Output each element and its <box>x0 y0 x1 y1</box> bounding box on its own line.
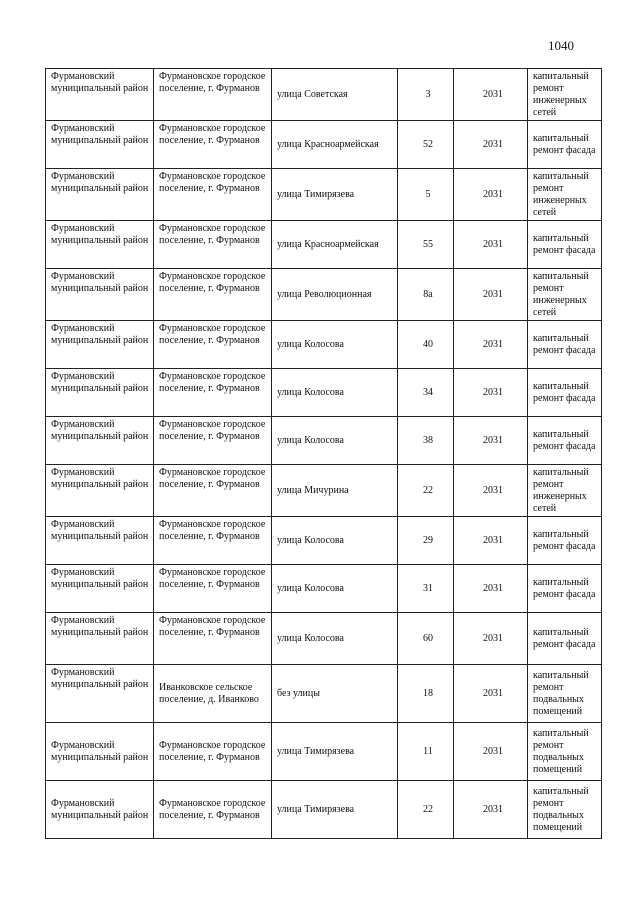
repair-year-cell: 2031 <box>454 465 528 517</box>
repair-year-cell: 2031 <box>454 169 528 221</box>
district-cell: Фурмановский муниципальный район <box>46 665 154 723</box>
settlement-cell: Фурмановское городское поселение, г. Фурманов <box>154 517 272 565</box>
settlement-cell: Фурмановское городское поселение, г. Фурманов <box>154 723 272 781</box>
street-cell: без улицы <box>272 665 398 723</box>
table-row <box>46 169 602 221</box>
district-cell: Фурмановский муниципальный район <box>46 517 154 565</box>
settlement-cell: Фурмановское городское поселение, г. Фурманов <box>154 221 272 269</box>
street-cell: улица Красноармейская <box>272 221 398 269</box>
district-cell: Фурмановский муниципальный район <box>46 221 154 269</box>
table-row <box>46 369 602 417</box>
work-type-cell: капитальный ремонт инженерных сетей <box>528 465 602 517</box>
repair-year-cell: 2031 <box>454 121 528 169</box>
settlement-cell: Фурмановское городское поселение, г. Фурманов <box>154 613 272 665</box>
house-number-cell: 22 <box>398 465 454 517</box>
district-cell: Фурмановский муниципальный район <box>46 781 154 839</box>
street-cell: улица Мичурина <box>272 465 398 517</box>
repair-year-cell: 2031 <box>454 69 528 121</box>
work-type-cell: капитальный ремонт фасада <box>528 369 602 417</box>
street-cell: улица Колосова <box>272 517 398 565</box>
house-number-cell: 3 <box>398 69 454 121</box>
house-number-cell: 22 <box>398 781 454 839</box>
work-type-cell: капитальный ремонт фасада <box>528 321 602 369</box>
settlement-cell: Фурмановское городское поселение, г. Фурманов <box>154 565 272 613</box>
table-row <box>46 465 602 517</box>
work-type-cell: капитальный ремонт подвальных помещений <box>528 781 602 839</box>
house-number-cell: 52 <box>398 121 454 169</box>
district-cell: Фурмановский муниципальный район <box>46 169 154 221</box>
house-number-cell: 34 <box>398 369 454 417</box>
work-type-cell: капитальный ремонт фасада <box>528 517 602 565</box>
table-row <box>46 69 602 121</box>
settlement-cell: Фурмановское городское поселение, г. Фурманов <box>154 417 272 465</box>
street-cell: улица Тимирязева <box>272 169 398 221</box>
repair-year-cell: 2031 <box>454 665 528 723</box>
repair-registry-table <box>45 68 602 839</box>
table-row <box>46 665 602 723</box>
work-type-cell: капитальный ремонт фасада <box>528 565 602 613</box>
house-number-cell: 8а <box>398 269 454 321</box>
repair-year-cell: 2031 <box>454 269 528 321</box>
street-cell: улица Красноармейская <box>272 121 398 169</box>
table-row <box>46 417 602 465</box>
house-number-cell: 40 <box>398 321 454 369</box>
settlement-cell: Фурмановское городское поселение, г. Фурманов <box>154 321 272 369</box>
district-cell: Фурмановский муниципальный район <box>46 369 154 417</box>
street-cell: улица Колосова <box>272 369 398 417</box>
work-type-cell: капитальный ремонт инженерных сетей <box>528 169 602 221</box>
street-cell: улица Колосова <box>272 613 398 665</box>
work-type-cell: капитальный ремонт фасада <box>528 221 602 269</box>
work-type-cell: капитальный ремонт фасада <box>528 121 602 169</box>
house-number-cell: 11 <box>398 723 454 781</box>
district-cell: Фурмановский муниципальный район <box>46 613 154 665</box>
district-cell: Фурмановский муниципальный район <box>46 121 154 169</box>
settlement-cell: Фурмановское городское поселение, г. Фурманов <box>154 121 272 169</box>
table-row <box>46 723 602 781</box>
street-cell: улица Колосова <box>272 565 398 613</box>
district-cell: Фурмановский муниципальный район <box>46 321 154 369</box>
district-cell: Фурмановский муниципальный район <box>46 417 154 465</box>
repair-year-cell: 2031 <box>454 517 528 565</box>
table-row <box>46 781 602 839</box>
work-type-cell: капитальный ремонт фасада <box>528 417 602 465</box>
house-number-cell: 29 <box>398 517 454 565</box>
street-cell: улица Советская <box>272 69 398 121</box>
district-cell: Фурмановский муниципальный район <box>46 465 154 517</box>
table-row <box>46 613 602 665</box>
table-row <box>46 517 602 565</box>
table-row <box>46 321 602 369</box>
district-cell: Фурмановский муниципальный район <box>46 269 154 321</box>
table-row <box>46 221 602 269</box>
page-number: 1040 <box>548 38 574 53</box>
district-cell: Фурмановский муниципальный район <box>46 723 154 781</box>
repair-year-cell: 2031 <box>454 613 528 665</box>
settlement-cell: Иванковское сельское поселение, д. Иванково <box>154 665 272 723</box>
repair-year-cell: 2031 <box>454 321 528 369</box>
street-cell: улица Колосова <box>272 321 398 369</box>
street-cell: улица Тимирязева <box>272 781 398 839</box>
settlement-cell: Фурмановское городское поселение, г. Фурманов <box>154 465 272 517</box>
table-row <box>46 121 602 169</box>
house-number-cell: 5 <box>398 169 454 221</box>
settlement-cell: Фурмановское городское поселение, г. Фурманов <box>154 69 272 121</box>
repair-year-cell: 2031 <box>454 565 528 613</box>
settlement-cell: Фурмановское городское поселение, г. Фурманов <box>154 169 272 221</box>
house-number-cell: 60 <box>398 613 454 665</box>
house-number-cell: 18 <box>398 665 454 723</box>
house-number-cell: 31 <box>398 565 454 613</box>
street-cell: улица Тимирязева <box>272 723 398 781</box>
street-cell: улица Колосова <box>272 417 398 465</box>
house-number-cell: 38 <box>398 417 454 465</box>
district-cell: Фурмановский муниципальный район <box>46 69 154 121</box>
repair-year-cell: 2031 <box>454 221 528 269</box>
street-cell: улица Революционная <box>272 269 398 321</box>
table-row <box>46 565 602 613</box>
repair-year-cell: 2031 <box>454 417 528 465</box>
repair-year-cell: 2031 <box>454 781 528 839</box>
settlement-cell: Фурмановское городское поселение, г. Фурманов <box>154 781 272 839</box>
work-type-cell: капитальный ремонт фасада <box>528 613 602 665</box>
repair-year-cell: 2031 <box>454 369 528 417</box>
settlement-cell: Фурмановское городское поселение, г. Фурманов <box>154 369 272 417</box>
work-type-cell: капитальный ремонт инженерных сетей <box>528 269 602 321</box>
table-row <box>46 269 602 321</box>
work-type-cell: капитальный ремонт подвальных помещений <box>528 723 602 781</box>
district-cell: Фурмановский муниципальный район <box>46 565 154 613</box>
settlement-cell: Фурмановское городское поселение, г. Фурманов <box>154 269 272 321</box>
work-type-cell: капитальный ремонт подвальных помещений <box>528 665 602 723</box>
work-type-cell: капитальный ремонт инженерных сетей <box>528 69 602 121</box>
repair-year-cell: 2031 <box>454 723 528 781</box>
house-number-cell: 55 <box>398 221 454 269</box>
